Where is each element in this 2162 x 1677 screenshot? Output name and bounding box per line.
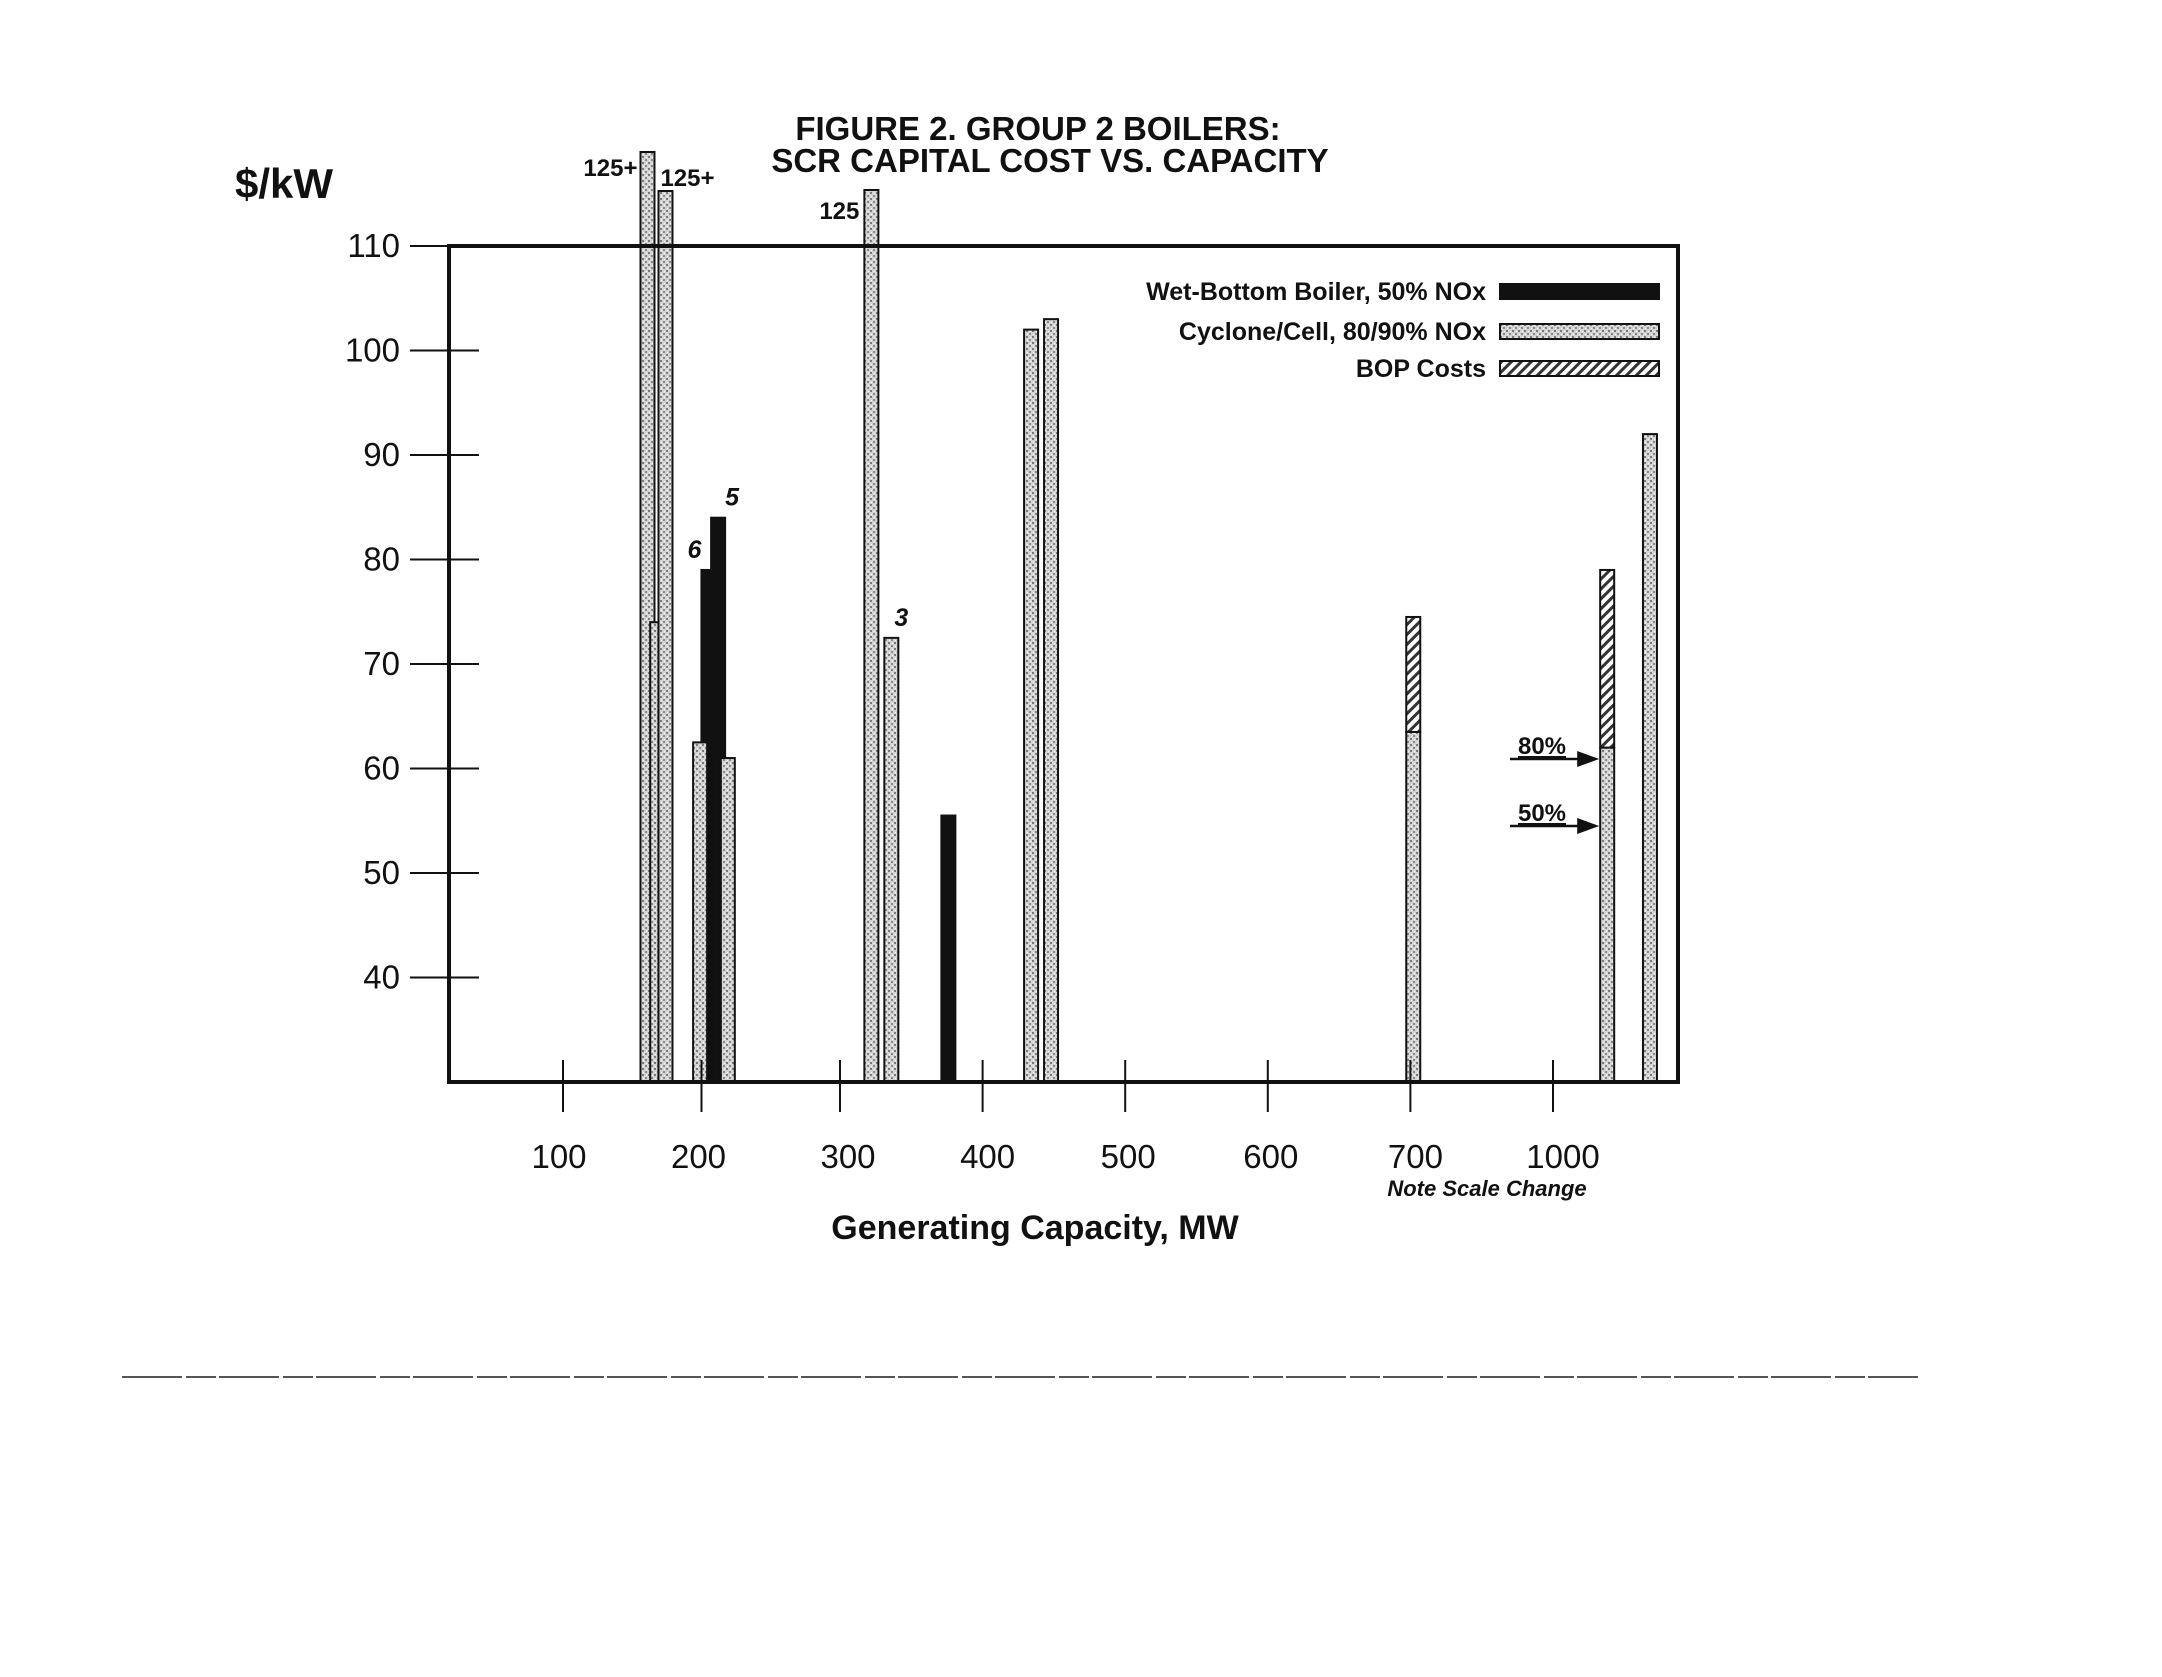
- bar-label: 5: [725, 483, 740, 512]
- bar: [864, 190, 878, 1082]
- chart-subtitle: SCR CAPITAL COST VS. CAPACITY: [771, 142, 1329, 179]
- bar-label: 125+: [583, 155, 638, 182]
- bar: [941, 816, 955, 1082]
- legend-swatch: [1500, 361, 1659, 376]
- bars-layer: [583, 152, 1657, 1082]
- arrow-head: [1577, 818, 1599, 834]
- y-tick-label: 40: [363, 958, 400, 996]
- legend-label: Wet-Bottom Boiler, 50% NOx: [1146, 278, 1486, 306]
- legend-label: Cyclone/Cell, 80/90% NOx: [1178, 318, 1486, 346]
- x-tick-label: 200: [670, 1138, 727, 1175]
- x-tick-label: 1000: [1526, 1138, 1600, 1175]
- bar: [1024, 330, 1038, 1082]
- x-ticks: [531, 1060, 1599, 1175]
- bar: [1406, 617, 1420, 732]
- bar-label: 3: [894, 603, 909, 632]
- y-tick-label: 100: [344, 331, 400, 369]
- chart-title: FIGURE 2. GROUP 2 BOILERS:: [795, 110, 1281, 147]
- y-tick-label: 90: [363, 436, 400, 473]
- x-tick-label: 100: [531, 1138, 587, 1175]
- x-tick-label: 700: [1387, 1138, 1443, 1175]
- x-tick-label: 300: [820, 1138, 876, 1175]
- y-tick-label: 70: [363, 645, 400, 682]
- x-tick-label: 600: [1243, 1138, 1299, 1175]
- legend-label: BOP Costs: [1355, 355, 1486, 383]
- bar: [1600, 570, 1614, 748]
- bar: [1406, 732, 1420, 1082]
- y-ticks: [345, 227, 479, 996]
- y-tick-label: 80: [363, 540, 400, 578]
- legend: [1146, 278, 1659, 383]
- y-tick-label: 50: [363, 854, 400, 891]
- y-axis-label: $/kW: [235, 160, 334, 207]
- y-tick-label: 60: [363, 749, 400, 787]
- plot-frame: [449, 246, 1678, 1082]
- bar: [721, 758, 735, 1082]
- x-axis-label: Generating Capacity, MW: [831, 1209, 1239, 1247]
- arrow-head: [1577, 751, 1599, 767]
- bar-label: 6: [687, 535, 702, 564]
- bar: [884, 638, 898, 1082]
- x-scale-note: Note Scale Change: [1387, 1176, 1587, 1201]
- x-tick-label: 500: [1100, 1138, 1156, 1175]
- annotation-label: 50%: [1517, 800, 1567, 827]
- bar: [693, 742, 707, 1082]
- annotations: [1510, 733, 1599, 834]
- bar-label: 125: [819, 198, 860, 225]
- bar-label: 125+: [660, 165, 715, 192]
- bar: [1044, 319, 1058, 1082]
- annotation-label: 80%: [1517, 733, 1567, 760]
- legend-swatch: [1500, 284, 1659, 299]
- legend-swatch: [1500, 324, 1659, 339]
- y-tick-label: 110: [347, 227, 400, 264]
- x-tick-label: 400: [960, 1138, 1016, 1175]
- bar: [1600, 748, 1614, 1082]
- bar: [658, 191, 672, 1082]
- bar: [1643, 434, 1657, 1082]
